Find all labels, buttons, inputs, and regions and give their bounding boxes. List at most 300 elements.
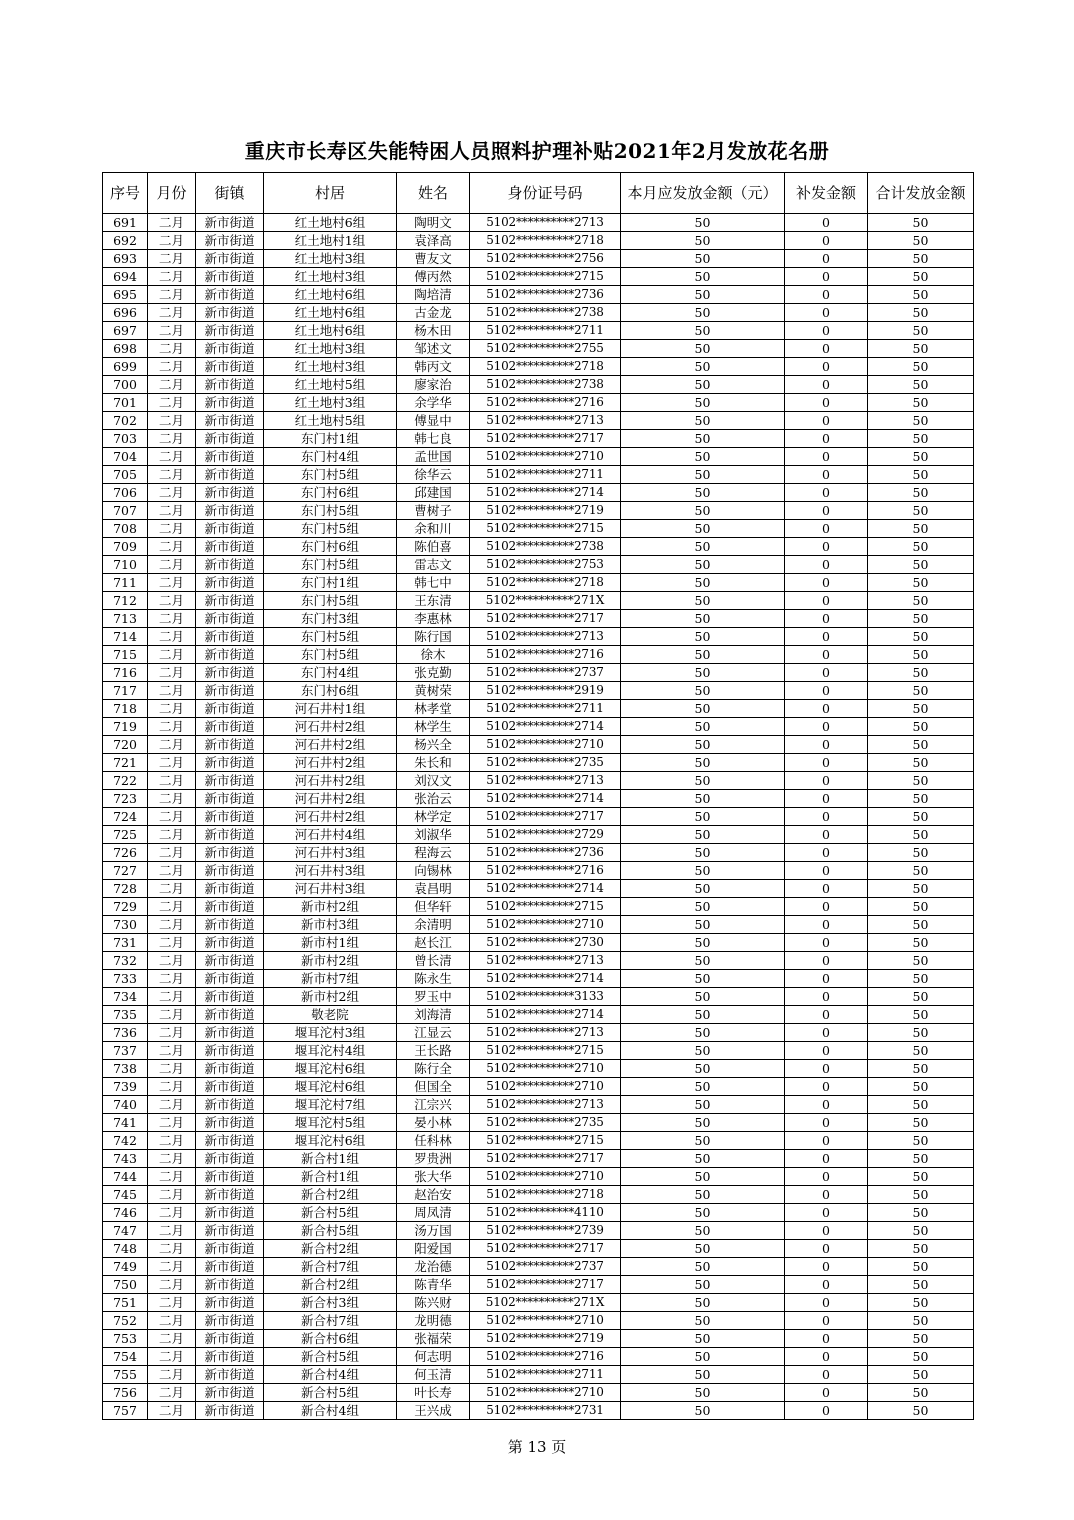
row-seq: 744 [103, 1168, 148, 1186]
row-id-number: 5102**********2710 [470, 736, 621, 754]
row-village: 新合村4组 [264, 1402, 397, 1420]
row-back-pay: 0 [785, 808, 868, 826]
row-id-number: 5102**********2716 [470, 1348, 621, 1366]
table-row [103, 916, 974, 934]
row-month: 二月 [148, 1060, 196, 1078]
table-row [103, 232, 974, 250]
table-row [103, 1078, 974, 1096]
row-village: 红土地村6组 [264, 304, 397, 322]
row-seq: 748 [103, 1240, 148, 1258]
row-id-number: 5102**********2736 [470, 844, 621, 862]
row-back-pay: 0 [785, 304, 868, 322]
row-month: 二月 [148, 826, 196, 844]
row-seq: 738 [103, 1060, 148, 1078]
row-name: 罗贵洲 [397, 1150, 470, 1168]
row-village: 新合村6组 [264, 1330, 397, 1348]
row-month: 二月 [148, 592, 196, 610]
row-seq: 726 [103, 844, 148, 862]
row-id-number: 5102**********2710 [470, 448, 621, 466]
row-monthly-amount: 50 [621, 1366, 785, 1384]
row-id-number: 5102**********2717 [470, 808, 621, 826]
row-town: 新市街道 [196, 1330, 264, 1348]
row-total-amount: 50 [868, 1222, 974, 1240]
table-row [103, 304, 974, 322]
table-row [103, 1330, 974, 1348]
table-row [103, 592, 974, 610]
row-id-number: 5102**********2755 [470, 340, 621, 358]
row-name: 任科林 [397, 1132, 470, 1150]
row-seq: 728 [103, 880, 148, 898]
row-month: 二月 [148, 1384, 196, 1402]
table-row [103, 1348, 974, 1366]
row-seq: 704 [103, 448, 148, 466]
row-total-amount: 50 [868, 340, 974, 358]
row-village: 堰耳沱村5组 [264, 1114, 397, 1132]
row-village: 新市村2组 [264, 988, 397, 1006]
row-id-number: 5102**********2717 [470, 610, 621, 628]
row-back-pay: 0 [785, 1222, 868, 1240]
row-seq: 746 [103, 1204, 148, 1222]
row-seq: 725 [103, 826, 148, 844]
row-total-amount: 50 [868, 538, 974, 556]
row-town: 新市街道 [196, 898, 264, 916]
row-back-pay: 0 [785, 538, 868, 556]
row-name: 徐华云 [397, 466, 470, 484]
row-monthly-amount: 50 [621, 574, 785, 592]
row-village: 河石井村2组 [264, 736, 397, 754]
row-total-amount: 50 [868, 1006, 974, 1024]
row-total-amount: 50 [868, 754, 974, 772]
table-row [103, 1204, 974, 1222]
row-total-amount: 50 [868, 592, 974, 610]
row-monthly-amount: 50 [621, 1168, 785, 1186]
table-row [103, 844, 974, 862]
row-monthly-amount: 50 [621, 1114, 785, 1132]
row-id-number: 5102**********2719 [470, 502, 621, 520]
row-month: 二月 [148, 1024, 196, 1042]
row-back-pay: 0 [785, 340, 868, 358]
row-town: 新市街道 [196, 1114, 264, 1132]
row-id-number: 5102**********2718 [470, 1186, 621, 1204]
row-month: 二月 [148, 682, 196, 700]
row-seq: 698 [103, 340, 148, 358]
row-monthly-amount: 50 [621, 898, 785, 916]
row-town: 新市街道 [196, 268, 264, 286]
row-total-amount: 50 [868, 1150, 974, 1168]
row-monthly-amount: 50 [621, 1042, 785, 1060]
table-row [103, 268, 974, 286]
row-name: 阳爱国 [397, 1240, 470, 1258]
row-town: 新市街道 [196, 286, 264, 304]
row-month: 二月 [148, 916, 196, 934]
row-name: 余和川 [397, 520, 470, 538]
row-monthly-amount: 50 [621, 448, 785, 466]
row-monthly-amount: 50 [621, 1186, 785, 1204]
row-back-pay: 0 [785, 1132, 868, 1150]
row-monthly-amount: 50 [621, 1204, 785, 1222]
row-id-number: 5102**********2738 [470, 376, 621, 394]
row-month: 二月 [148, 610, 196, 628]
table-row [103, 718, 974, 736]
row-back-pay: 0 [785, 736, 868, 754]
row-village: 河石井村2组 [264, 718, 397, 736]
row-id-number: 5102**********2735 [470, 754, 621, 772]
row-name: 孟世国 [397, 448, 470, 466]
row-seq: 697 [103, 322, 148, 340]
row-monthly-amount: 50 [621, 1096, 785, 1114]
row-back-pay: 0 [785, 1402, 868, 1420]
row-monthly-amount: 50 [621, 988, 785, 1006]
row-month: 二月 [148, 844, 196, 862]
row-name: 杨兴全 [397, 736, 470, 754]
page-title: 重庆市长寿区失能特困人员照料护理补贴2021年2月发放花名册 [244, 139, 830, 163]
table-row [103, 376, 974, 394]
row-total-amount: 50 [868, 1168, 974, 1186]
row-monthly-amount: 50 [621, 934, 785, 952]
row-seq: 742 [103, 1132, 148, 1150]
row-village: 堰耳沱村4组 [264, 1042, 397, 1060]
row-total-amount: 50 [868, 1276, 974, 1294]
row-id-number: 5102**********2713 [470, 412, 621, 430]
row-back-pay: 0 [785, 448, 868, 466]
row-name: 陈永生 [397, 970, 470, 988]
row-back-pay: 0 [785, 268, 868, 286]
row-total-amount: 50 [868, 1402, 974, 1420]
row-monthly-amount: 50 [621, 214, 785, 232]
row-name: 程海云 [397, 844, 470, 862]
row-village: 东门村5组 [264, 502, 397, 520]
row-village: 新市村2组 [264, 952, 397, 970]
row-monthly-amount: 50 [621, 1276, 785, 1294]
row-month: 二月 [148, 430, 196, 448]
row-town: 新市街道 [196, 970, 264, 988]
row-total-amount: 50 [868, 1078, 974, 1096]
row-monthly-amount: 50 [621, 232, 785, 250]
table-row [103, 1222, 974, 1240]
row-town: 新市街道 [196, 808, 264, 826]
row-total-amount: 50 [868, 502, 974, 520]
row-back-pay: 0 [785, 322, 868, 340]
table-row [103, 610, 974, 628]
row-total-amount: 50 [868, 214, 974, 232]
row-town: 新市街道 [196, 790, 264, 808]
row-village: 新合村5组 [264, 1348, 397, 1366]
row-back-pay: 0 [785, 988, 868, 1006]
row-id-number: 5102**********2718 [470, 358, 621, 376]
row-name: 古金龙 [397, 304, 470, 322]
row-monthly-amount: 50 [621, 826, 785, 844]
row-town: 新市街道 [196, 1132, 264, 1150]
row-id-number: 5102**********2714 [470, 718, 621, 736]
row-seq: 735 [103, 1006, 148, 1024]
row-back-pay: 0 [785, 466, 868, 484]
row-monthly-amount: 50 [621, 592, 785, 610]
table-row [103, 970, 974, 988]
row-name: 林孝堂 [397, 700, 470, 718]
table-row [103, 538, 974, 556]
row-seq: 709 [103, 538, 148, 556]
row-monthly-amount: 50 [621, 808, 785, 826]
row-name: 袁昌明 [397, 880, 470, 898]
row-total-amount: 50 [868, 1114, 974, 1132]
table-row [103, 880, 974, 898]
row-back-pay: 0 [785, 556, 868, 574]
row-month: 二月 [148, 448, 196, 466]
row-village: 东门村3组 [264, 610, 397, 628]
row-seq: 710 [103, 556, 148, 574]
row-month: 二月 [148, 1078, 196, 1096]
row-village: 东门村5组 [264, 646, 397, 664]
row-id-number: 5102**********2711 [470, 700, 621, 718]
table-row [103, 286, 974, 304]
table-row [103, 1132, 974, 1150]
row-name: 韩丙文 [397, 358, 470, 376]
row-seq: 716 [103, 664, 148, 682]
row-month: 二月 [148, 466, 196, 484]
row-village: 河石井村3组 [264, 862, 397, 880]
row-id-number: 5102**********2710 [470, 1168, 621, 1186]
row-back-pay: 0 [785, 880, 868, 898]
row-seq: 700 [103, 376, 148, 394]
row-id-number: 5102**********2713 [470, 1096, 621, 1114]
row-back-pay: 0 [785, 412, 868, 430]
table-row [103, 736, 974, 754]
row-seq: 729 [103, 898, 148, 916]
header-name: 姓名 [397, 173, 470, 214]
row-id-number: 5102**********2715 [470, 1132, 621, 1150]
row-seq: 731 [103, 934, 148, 952]
row-seq: 719 [103, 718, 148, 736]
header-town: 街镇 [196, 173, 264, 214]
row-name: 韩七良 [397, 430, 470, 448]
row-total-amount: 50 [868, 358, 974, 376]
row-monthly-amount: 50 [621, 250, 785, 268]
row-month: 二月 [148, 1294, 196, 1312]
row-total-amount: 50 [868, 430, 974, 448]
row-monthly-amount: 50 [621, 1078, 785, 1096]
row-back-pay: 0 [785, 790, 868, 808]
row-town: 新市街道 [196, 988, 264, 1006]
row-village: 东门村4组 [264, 664, 397, 682]
row-town: 新市街道 [196, 1240, 264, 1258]
row-town: 新市街道 [196, 880, 264, 898]
row-monthly-amount: 50 [621, 394, 785, 412]
row-monthly-amount: 50 [621, 718, 785, 736]
row-total-amount: 50 [868, 232, 974, 250]
row-total-amount: 50 [868, 1240, 974, 1258]
row-month: 二月 [148, 1276, 196, 1294]
row-town: 新市街道 [196, 376, 264, 394]
row-id-number: 5102**********2715 [470, 268, 621, 286]
row-name: 赵治安 [397, 1186, 470, 1204]
row-back-pay: 0 [785, 1024, 868, 1042]
row-month: 二月 [148, 736, 196, 754]
row-back-pay: 0 [785, 718, 868, 736]
row-month: 二月 [148, 970, 196, 988]
row-seq: 730 [103, 916, 148, 934]
row-monthly-amount: 50 [621, 1222, 785, 1240]
row-back-pay: 0 [785, 502, 868, 520]
row-seq: 750 [103, 1276, 148, 1294]
row-seq: 712 [103, 592, 148, 610]
table-row [103, 1114, 974, 1132]
row-name: 陈伯喜 [397, 538, 470, 556]
row-monthly-amount: 50 [621, 1060, 785, 1078]
row-seq: 756 [103, 1384, 148, 1402]
row-village: 河石井村2组 [264, 808, 397, 826]
table-row [103, 700, 974, 718]
row-village: 新合村7组 [264, 1258, 397, 1276]
row-total-amount: 50 [868, 1096, 974, 1114]
row-seq: 733 [103, 970, 148, 988]
row-total-amount: 50 [868, 1312, 974, 1330]
row-village: 新合村5组 [264, 1222, 397, 1240]
row-seq: 755 [103, 1366, 148, 1384]
row-month: 二月 [148, 1348, 196, 1366]
row-town: 新市街道 [196, 1078, 264, 1096]
row-month: 二月 [148, 898, 196, 916]
row-total-amount: 50 [868, 1348, 974, 1366]
row-town: 新市街道 [196, 592, 264, 610]
row-village: 红土地村6组 [264, 322, 397, 340]
row-back-pay: 0 [785, 916, 868, 934]
row-id-number: 5102**********2737 [470, 1258, 621, 1276]
row-month: 二月 [148, 1006, 196, 1024]
row-month: 二月 [148, 1312, 196, 1330]
row-town: 新市街道 [196, 502, 264, 520]
row-total-amount: 50 [868, 646, 974, 664]
table-row [103, 1258, 974, 1276]
table-row [103, 952, 974, 970]
row-month: 二月 [148, 1114, 196, 1132]
row-total-amount: 50 [868, 1060, 974, 1078]
row-village: 东门村1组 [264, 574, 397, 592]
row-town: 新市街道 [196, 484, 264, 502]
row-village: 堰耳沱村6组 [264, 1060, 397, 1078]
row-total-amount: 50 [868, 394, 974, 412]
row-village: 红土地村3组 [264, 394, 397, 412]
row-village: 东门村5组 [264, 628, 397, 646]
row-seq: 718 [103, 700, 148, 718]
row-total-amount: 50 [868, 880, 974, 898]
row-village: 河石井村2组 [264, 772, 397, 790]
row-month: 二月 [148, 628, 196, 646]
row-back-pay: 0 [785, 574, 868, 592]
row-back-pay: 0 [785, 430, 868, 448]
row-seq: 724 [103, 808, 148, 826]
row-name: 龙治德 [397, 1258, 470, 1276]
row-total-amount: 50 [868, 286, 974, 304]
table-row [103, 250, 974, 268]
row-back-pay: 0 [785, 898, 868, 916]
row-id-number: 5102**********2714 [470, 1006, 621, 1024]
table-row [103, 1150, 974, 1168]
row-total-amount: 50 [868, 826, 974, 844]
row-id-number: 5102**********2738 [470, 538, 621, 556]
row-total-amount: 50 [868, 1366, 974, 1384]
row-town: 新市街道 [196, 772, 264, 790]
row-month: 二月 [148, 250, 196, 268]
table-row [103, 628, 974, 646]
row-village: 新合村5组 [264, 1204, 397, 1222]
row-name: 龙明德 [397, 1312, 470, 1330]
row-monthly-amount: 50 [621, 952, 785, 970]
table-row [103, 682, 974, 700]
row-month: 二月 [148, 304, 196, 322]
row-town: 新市街道 [196, 700, 264, 718]
row-village: 红土地村6组 [264, 286, 397, 304]
row-id-number: 5102**********2714 [470, 970, 621, 988]
row-id-number: 5102**********2714 [470, 484, 621, 502]
header-seq: 序号 [103, 173, 148, 214]
row-village: 河石井村2组 [264, 754, 397, 772]
row-monthly-amount: 50 [621, 754, 785, 772]
row-seq: 715 [103, 646, 148, 664]
page-number: 第 13 页 [507, 1438, 567, 1456]
table-row [103, 448, 974, 466]
row-monthly-amount: 50 [621, 376, 785, 394]
row-seq: 695 [103, 286, 148, 304]
row-id-number: 5102**********2715 [470, 520, 621, 538]
row-monthly-amount: 50 [621, 1132, 785, 1150]
row-seq: 694 [103, 268, 148, 286]
row-name: 陶培清 [397, 286, 470, 304]
row-name: 傅丙然 [397, 268, 470, 286]
row-month: 二月 [148, 502, 196, 520]
row-month: 二月 [148, 286, 196, 304]
row-id-number: 5102**********271X [470, 1294, 621, 1312]
row-id-number: 5102**********2730 [470, 934, 621, 952]
row-seq: 743 [103, 1150, 148, 1168]
row-seq: 727 [103, 862, 148, 880]
row-back-pay: 0 [785, 376, 868, 394]
row-town: 新市街道 [196, 610, 264, 628]
row-total-amount: 50 [868, 790, 974, 808]
row-town: 新市街道 [196, 646, 264, 664]
row-month: 二月 [148, 1132, 196, 1150]
row-month: 二月 [148, 232, 196, 250]
row-village: 新合村2组 [264, 1240, 397, 1258]
row-town: 新市街道 [196, 1006, 264, 1024]
row-town: 新市街道 [196, 1024, 264, 1042]
row-id-number: 5102**********2710 [470, 1384, 621, 1402]
row-total-amount: 50 [868, 916, 974, 934]
row-town: 新市街道 [196, 1312, 264, 1330]
row-back-pay: 0 [785, 1258, 868, 1276]
row-id-number: 5102**********2713 [470, 214, 621, 232]
row-total-amount: 50 [868, 1384, 974, 1402]
row-monthly-amount: 50 [621, 1024, 785, 1042]
table-row [103, 214, 974, 232]
table-row [103, 1168, 974, 1186]
row-village: 新合村7组 [264, 1312, 397, 1330]
row-monthly-amount: 50 [621, 736, 785, 754]
table-row [103, 898, 974, 916]
row-village: 红土地村3组 [264, 340, 397, 358]
row-id-number: 5102**********2719 [470, 1330, 621, 1348]
row-town: 新市街道 [196, 466, 264, 484]
row-village: 河石井村3组 [264, 880, 397, 898]
row-town: 新市街道 [196, 628, 264, 646]
table-row [103, 484, 974, 502]
row-id-number: 5102**********2717 [470, 1150, 621, 1168]
row-back-pay: 0 [785, 286, 868, 304]
row-id-number: 5102**********2736 [470, 286, 621, 304]
row-month: 二月 [148, 700, 196, 718]
row-name: 张治云 [397, 790, 470, 808]
row-name: 陈行全 [397, 1060, 470, 1078]
row-id-number: 5102**********2718 [470, 232, 621, 250]
